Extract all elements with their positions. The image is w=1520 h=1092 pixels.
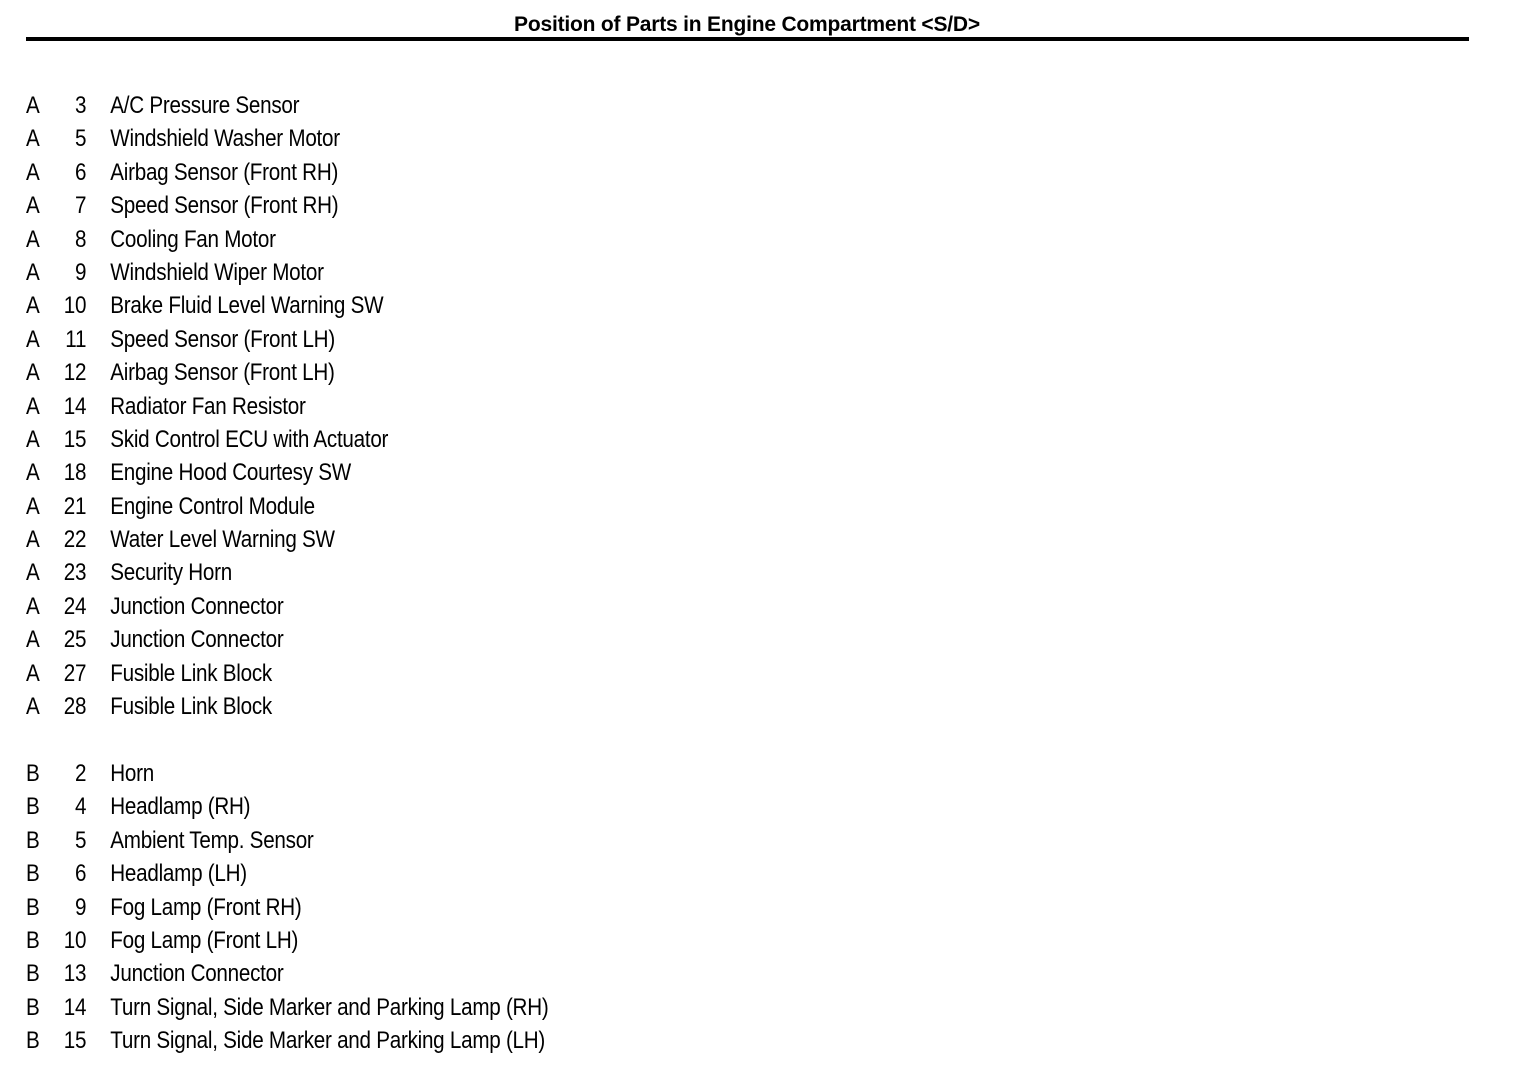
part-number: 28 [63,693,87,721]
list-item [26,556,714,589]
part-location-letter: A [26,225,40,253]
part-location-letter: A [26,392,40,420]
list-item [26,456,714,489]
part-name: Fusible Link Block [110,693,272,721]
list-item [26,523,714,556]
part-number: 11 [65,325,87,353]
list-item [26,423,714,456]
part-number: 12 [63,359,87,387]
part-location-letter: A [26,626,40,654]
part-number: 23 [63,559,87,587]
part-location-letter: B [26,860,40,888]
part-location-letter: B [26,760,40,787]
part-name: A/C Pressure Sensor [110,92,300,119]
part-name: Engine Control Module [110,492,315,520]
list-item [26,690,714,723]
part-number: 8 [74,225,87,253]
part-name: Fusible Link Block [110,659,272,687]
part-location-letter: B [26,960,40,988]
list-item [26,957,714,990]
part-name: Security Horn [110,559,232,587]
part-location-letter: A [26,158,40,186]
part-location-letter: A [26,325,40,353]
part-number: 9 [74,258,87,286]
part-location-letter: A [26,258,40,286]
part-number: 10 [63,292,87,320]
list-item [26,790,714,823]
part-location-letter: B [26,993,40,1021]
part-name: Windshield Washer Motor [110,125,340,153]
list-item [26,1024,714,1057]
part-name: Horn [110,760,154,787]
part-name: Engine Hood Courtesy SW [110,459,351,487]
part-location-letter: A [26,359,40,387]
part-name: Headlamp (RH) [110,793,251,821]
part-number: 22 [63,526,87,554]
part-name: Speed Sensor (Front RH) [110,192,339,220]
list-item [26,623,714,656]
part-name: Skid Control ECU with Actuator [110,425,389,453]
list-item [26,891,714,924]
part-number: 7 [74,192,87,220]
list-item [26,156,714,189]
part-number: 13 [63,960,87,988]
part-number: 15 [63,425,87,453]
part-name: Headlamp (LH) [110,860,247,888]
list-item [26,122,714,155]
list-item [26,824,714,857]
part-location-letter: A [26,592,40,620]
part-name: Junction Connector [110,592,284,620]
list-item [26,189,714,222]
part-name: Water Level Warning SW [110,526,335,554]
part-number: 14 [63,392,87,420]
list-item [26,857,714,890]
part-location-letter: A [26,526,40,554]
part-number: 25 [63,626,87,654]
part-name: Brake Fluid Level Warning SW [110,292,384,320]
part-location-letter: A [26,125,40,153]
part-location-letter: A [26,693,40,721]
list-item [26,924,714,957]
part-name: Fog Lamp (Front RH) [110,893,302,921]
part-number: 5 [74,826,87,854]
part-location-letter: B [26,793,40,821]
part-location-letter: B [26,926,40,954]
part-location-letter: B [26,893,40,921]
part-location-letter: B [26,826,40,854]
list-item [26,256,714,289]
part-name: Airbag Sensor (Front RH) [110,158,339,186]
part-location-letter: A [26,459,40,487]
part-name: Radiator Fan Resistor [110,392,306,420]
part-name: Airbag Sensor (Front LH) [110,359,335,387]
part-number: 9 [74,893,87,921]
part-number: 6 [74,860,87,888]
part-location-letter: B [26,1027,40,1055]
list-item [26,991,714,1024]
part-number: 5 [74,125,87,153]
part-number: 21 [63,492,87,520]
part-number: 24 [63,592,87,620]
part-number: 10 [63,926,87,954]
part-location-letter: A [26,192,40,220]
parts-list-group-a [26,89,826,723]
list-item [26,289,714,322]
part-name: Speed Sensor (Front LH) [110,325,335,353]
part-name: Turn Signal, Side Marker and Parking Lamp (LH) [110,1027,546,1055]
list-item [26,590,714,623]
part-number: 18 [63,459,87,487]
parts-list-group-b [26,757,826,1058]
part-name: Junction Connector [110,960,284,988]
part-location-letter: A [26,292,40,320]
part-number: 6 [74,158,87,186]
list-item [26,390,714,423]
part-location-letter: A [26,659,40,687]
page-title: Position of Parts in Engine Compartment <S/D> [514,13,980,36]
list-item [26,757,714,790]
part-location-letter: A [26,92,40,119]
part-name: Turn Signal, Side Marker and Parking Lamp (RH) [110,993,549,1021]
list-item [26,223,714,256]
part-number: 3 [74,92,87,119]
list-item [26,490,714,523]
list-item [26,89,714,122]
part-name: Ambient Temp. Sensor [110,826,314,854]
part-number: 15 [63,1027,87,1055]
list-item [26,323,714,356]
list-item [26,356,714,389]
part-name: Fog Lamp (Front LH) [110,926,299,954]
part-name: Junction Connector [110,626,284,654]
title-divider [26,37,1469,41]
part-location-letter: A [26,492,40,520]
part-location-letter: A [26,559,40,587]
part-number: 4 [74,793,87,821]
part-number: 14 [63,993,87,1021]
part-number: 2 [74,760,87,787]
part-location-letter: A [26,425,40,453]
list-item [26,657,714,690]
part-name: Cooling Fan Motor [110,225,276,253]
part-name: Windshield Wiper Motor [110,258,324,286]
part-number: 27 [63,659,87,687]
